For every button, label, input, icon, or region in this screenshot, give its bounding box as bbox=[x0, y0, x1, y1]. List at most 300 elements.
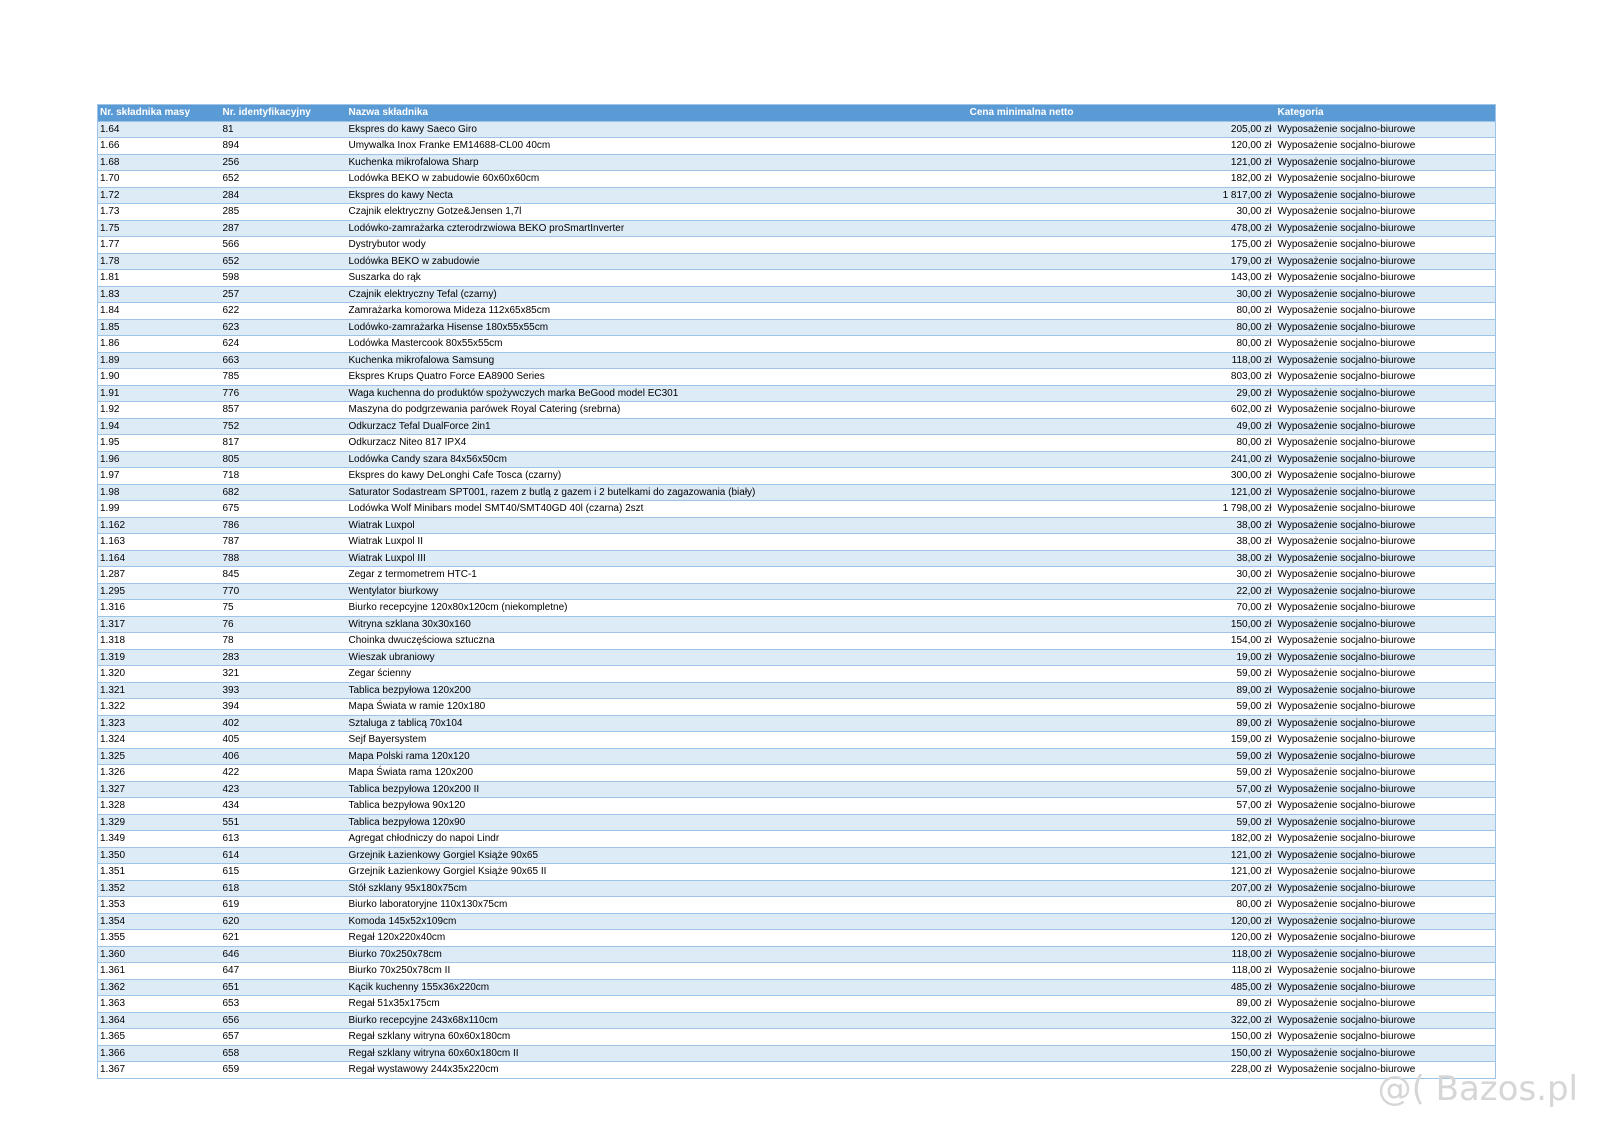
cell-name: Wiatrak Luxpol II bbox=[348, 536, 423, 547]
table-row bbox=[98, 1029, 1496, 1046]
cell-id-no: 894 bbox=[222, 140, 240, 151]
cell-name: Maszyna do podgrzewania parówek Royal Catering (srebrna) bbox=[348, 404, 621, 415]
cell-min-price: 120,00 zł bbox=[1230, 915, 1272, 927]
cell-id-no: 284 bbox=[222, 189, 240, 201]
cell-name: Lodówka Mastercook 80x55x55cm bbox=[348, 338, 503, 349]
table-row bbox=[98, 633, 1496, 650]
cell-min-price: 241,00 zł bbox=[1230, 453, 1272, 465]
cell-id-no: 618 bbox=[222, 882, 240, 894]
table-row bbox=[98, 303, 1496, 320]
cell-id-no: 598 bbox=[222, 272, 240, 283]
cell-name: Suszarka do rąk bbox=[348, 272, 421, 283]
cell-min-price: 38,00 zł bbox=[1236, 519, 1272, 531]
cell-category: Wyposażenie socjalno-biurowe bbox=[1277, 981, 1416, 993]
cell-id-no: 786 bbox=[222, 519, 240, 531]
cell-id-no: 434 bbox=[222, 800, 240, 811]
cell-name: Lodówko-zamrażarka Hisense 180x55x55cm bbox=[348, 321, 549, 333]
cell-item-no: 1.86 bbox=[100, 338, 120, 349]
cell-category: Wyposażenie socjalno-biurowe bbox=[1277, 866, 1416, 877]
cell-item-no: 1.162 bbox=[100, 519, 126, 531]
cell-name: Kuchenka mikrofalowa Sharp bbox=[348, 156, 479, 168]
cell-min-price: 30,00 zł bbox=[1236, 206, 1272, 217]
table-row bbox=[98, 946, 1496, 963]
cell-id-no: 81 bbox=[222, 123, 234, 135]
cell-id-no: 622 bbox=[222, 305, 240, 316]
cell-name: Biurko laboratoryjne 110x130x75cm bbox=[348, 899, 508, 910]
cell-category: Wyposażenie socjalno-biurowe bbox=[1277, 701, 1416, 712]
table-row bbox=[98, 154, 1496, 171]
cell-id-no: 283 bbox=[222, 651, 240, 663]
cell-id-no: 422 bbox=[222, 767, 240, 778]
cell-category: Wyposażenie socjalno-biurowe bbox=[1277, 536, 1416, 547]
cell-name: Lodówka Wolf Minibars model SMT40/SMT40GD 40l (czarna) 2szt bbox=[348, 503, 644, 514]
cell-category: Wyposażenie socjalno-biurowe bbox=[1277, 932, 1416, 943]
cell-item-no: 1.324 bbox=[100, 734, 126, 745]
table-row bbox=[98, 501, 1496, 518]
cell-name: Lodówko-zamrażarka czterodrzwiowa BEKO proSmartInverter bbox=[348, 222, 625, 234]
cell-name: Zegar z termometrem HTC-1 bbox=[348, 569, 477, 580]
cell-min-price: 485,00 zł bbox=[1230, 981, 1272, 993]
cell-category: Wyposażenie socjalno-biurowe bbox=[1277, 288, 1416, 300]
cell-id-no: 653 bbox=[222, 998, 240, 1009]
cell-name: Regał szklany witryna 60x60x180cm bbox=[348, 1031, 511, 1042]
cell-name: Stół szklany 95x180x75cm bbox=[348, 882, 467, 894]
cell-name: Sejf Bayersystem bbox=[348, 734, 427, 745]
cell-min-price: 19,00 zł bbox=[1236, 651, 1272, 663]
table-row bbox=[98, 831, 1496, 848]
cell-min-price: 1 798,00 zł bbox=[1222, 503, 1272, 514]
cell-min-price: 121,00 zł bbox=[1230, 849, 1272, 861]
cell-category: Wyposażenie socjalno-biurowe bbox=[1277, 783, 1416, 795]
cell-category: Wyposażenie socjalno-biurowe bbox=[1277, 717, 1416, 729]
cell-item-no: 1.66 bbox=[100, 140, 120, 151]
table-row bbox=[98, 385, 1496, 402]
cell-category: Wyposażenie socjalno-biurowe bbox=[1277, 1064, 1416, 1075]
cell-name: Grzejnik Łazienkowy Gorgiel Książe 90x65 bbox=[348, 849, 539, 861]
cell-category: Wyposażenie socjalno-biurowe bbox=[1277, 519, 1416, 531]
cell-category: Wyposażenie socjalno-biurowe bbox=[1277, 486, 1416, 498]
cell-item-no: 1.95 bbox=[100, 437, 120, 448]
cell-category: Wyposażenie socjalno-biurowe bbox=[1277, 948, 1416, 960]
cell-name: Wiatrak Luxpol III bbox=[348, 552, 426, 564]
cell-min-price: 205,00 zł bbox=[1230, 123, 1272, 135]
cell-id-no: 78 bbox=[222, 635, 234, 646]
cell-name: Agregat chłodniczy do napoi Lindr bbox=[348, 833, 500, 844]
cell-item-no: 1.361 bbox=[100, 965, 126, 976]
cell-name: Ekspres do kawy Necta bbox=[348, 189, 453, 201]
cell-item-no: 1.72 bbox=[100, 189, 120, 201]
cell-min-price: 59,00 zł bbox=[1236, 816, 1272, 828]
cell-category: Wyposażenie socjalno-biurowe bbox=[1277, 453, 1416, 465]
table-row bbox=[98, 171, 1496, 188]
table-row bbox=[98, 781, 1496, 798]
table-row bbox=[98, 847, 1496, 864]
cell-item-no: 1.81 bbox=[100, 272, 120, 283]
cell-min-price: 38,00 zł bbox=[1236, 536, 1272, 547]
table-row bbox=[98, 600, 1496, 617]
cell-id-no: 788 bbox=[222, 552, 240, 564]
cell-min-price: 120,00 zł bbox=[1230, 140, 1272, 151]
table-row bbox=[98, 204, 1496, 221]
cell-category: Wyposażenie socjalno-biurowe bbox=[1277, 816, 1416, 828]
cell-item-no: 1.363 bbox=[100, 998, 126, 1009]
table-row bbox=[98, 666, 1496, 683]
table-row bbox=[98, 121, 1496, 138]
table-row bbox=[98, 880, 1496, 897]
cell-category: Wyposażenie socjalno-biurowe bbox=[1277, 833, 1416, 844]
cell-category: Wyposażenie socjalno-biurowe bbox=[1277, 354, 1416, 366]
cell-name: Tablica bezpyłowa 120x200 II bbox=[348, 783, 480, 795]
cell-name: Kącik kuchenny 155x36x220cm bbox=[348, 981, 490, 993]
cell-category: Wyposażenie socjalno-biurowe bbox=[1277, 882, 1416, 894]
cell-item-no: 1.83 bbox=[100, 288, 120, 300]
cell-name: Dystrybutor wody bbox=[348, 239, 426, 250]
cell-id-no: 682 bbox=[222, 486, 240, 498]
cell-item-no: 1.320 bbox=[100, 668, 126, 679]
header-name: Nazwa składnika bbox=[348, 107, 428, 118]
table-row bbox=[98, 765, 1496, 782]
cell-category: Wyposażenie socjalno-biurowe bbox=[1277, 849, 1416, 861]
cell-category: Wyposażenie socjalno-biurowe bbox=[1277, 371, 1416, 382]
cell-id-no: 647 bbox=[222, 965, 240, 976]
cell-item-no: 1.319 bbox=[100, 651, 126, 663]
table-row bbox=[98, 732, 1496, 749]
table-row bbox=[98, 963, 1496, 980]
cell-name: Ekspres do kawy Saeco Giro bbox=[348, 123, 477, 135]
cell-id-no: 621 bbox=[222, 932, 240, 943]
cell-min-price: 143,00 zł bbox=[1230, 272, 1272, 283]
cell-item-no: 1.322 bbox=[100, 701, 126, 712]
cell-min-price: 300,00 zł bbox=[1230, 470, 1272, 481]
cell-category: Wyposażenie socjalno-biurowe bbox=[1277, 305, 1416, 316]
cell-item-no: 1.360 bbox=[100, 948, 126, 960]
cell-min-price: 150,00 zł bbox=[1230, 618, 1272, 630]
cell-name: Ekspres do kawy DeLonghi Cafe Tosca (czarny) bbox=[348, 470, 562, 481]
cell-item-no: 1.92 bbox=[100, 404, 120, 415]
cell-id-no: 405 bbox=[222, 734, 240, 745]
cell-name: Waga kuchenna do produktów spożywczych marka BeGood model EC301 bbox=[348, 387, 679, 399]
table-row bbox=[98, 913, 1496, 930]
cell-name: Sztaluga z tablicą 70x104 bbox=[348, 717, 463, 729]
cell-min-price: 121,00 zł bbox=[1230, 866, 1272, 877]
table-row bbox=[98, 418, 1496, 435]
cell-category: Wyposażenie socjalno-biurowe bbox=[1277, 420, 1416, 432]
cell-category: Wyposażenie socjalno-biurowe bbox=[1277, 255, 1416, 267]
cell-category: Wyposażenie socjalno-biurowe bbox=[1277, 123, 1416, 135]
cell-min-price: 29,00 zł bbox=[1236, 387, 1272, 399]
cell-id-no: 785 bbox=[222, 371, 240, 382]
cell-item-no: 1.323 bbox=[100, 717, 126, 729]
cell-category: Wyposażenie socjalno-biurowe bbox=[1277, 965, 1416, 976]
cell-id-no: 805 bbox=[222, 453, 240, 465]
cell-id-no: 619 bbox=[222, 899, 240, 910]
cell-min-price: 70,00 zł bbox=[1236, 602, 1272, 613]
cell-name: Zegar ścienny bbox=[348, 668, 412, 679]
table-row bbox=[98, 534, 1496, 551]
cell-category: Wyposażenie socjalno-biurowe bbox=[1277, 552, 1416, 564]
header-category: Kategoria bbox=[1277, 107, 1324, 118]
cell-name: Mapa Polski rama 120x120 bbox=[348, 750, 470, 762]
cell-id-no: 675 bbox=[222, 503, 240, 514]
cell-item-no: 1.362 bbox=[100, 981, 126, 993]
cell-item-no: 1.84 bbox=[100, 305, 120, 316]
cell-id-no: 402 bbox=[222, 717, 240, 729]
table-row bbox=[98, 748, 1496, 765]
header-id-no: Nr. identyfikacyjny bbox=[222, 107, 311, 118]
cell-item-no: 1.91 bbox=[100, 387, 120, 399]
cell-item-no: 1.70 bbox=[100, 173, 120, 184]
cell-name: Kuchenka mikrofalowa Samsung bbox=[348, 354, 495, 366]
cell-min-price: 80,00 zł bbox=[1236, 338, 1272, 349]
cell-id-no: 406 bbox=[222, 750, 240, 762]
table-row bbox=[98, 451, 1496, 468]
cell-min-price: 150,00 zł bbox=[1230, 1047, 1272, 1059]
table-row bbox=[98, 336, 1496, 353]
cell-id-no: 658 bbox=[222, 1047, 240, 1059]
cell-id-no: 659 bbox=[222, 1064, 240, 1075]
table-row bbox=[98, 319, 1496, 336]
cell-min-price: 80,00 zł bbox=[1236, 321, 1272, 333]
cell-min-price: 80,00 zł bbox=[1236, 437, 1272, 448]
cell-name: Biurko recepcyjne 120x80x120cm (niekompletne) bbox=[348, 602, 568, 613]
cell-item-no: 1.364 bbox=[100, 1014, 126, 1026]
cell-name: Mapa Świata w ramie 120x180 bbox=[348, 701, 486, 712]
table-row bbox=[98, 930, 1496, 947]
cell-name: Komoda 145x52x109cm bbox=[348, 915, 457, 927]
table-row bbox=[98, 567, 1496, 584]
table-row bbox=[98, 435, 1496, 452]
cell-name: Choinka dwuczęściowa sztuczna bbox=[348, 635, 495, 646]
cell-min-price: 59,00 zł bbox=[1236, 701, 1272, 712]
cell-min-price: 57,00 zł bbox=[1236, 800, 1272, 811]
cell-item-no: 1.353 bbox=[100, 899, 126, 910]
cell-name: Lodówka BEKO w zabudowie 60x60x60cm bbox=[348, 173, 540, 184]
cell-min-price: 154,00 zł bbox=[1230, 635, 1272, 646]
cell-min-price: 120,00 zł bbox=[1230, 932, 1272, 943]
cell-id-no: 624 bbox=[222, 338, 240, 349]
cell-category: Wyposażenie socjalno-biurowe bbox=[1277, 1047, 1416, 1059]
cell-id-no: 394 bbox=[222, 701, 240, 712]
cell-category: Wyposażenie socjalno-biurowe bbox=[1277, 915, 1416, 927]
cell-min-price: 30,00 zł bbox=[1236, 288, 1272, 300]
cell-min-price: 803,00 zł bbox=[1230, 371, 1272, 382]
cell-id-no: 287 bbox=[222, 222, 240, 234]
cell-id-no: 566 bbox=[222, 239, 240, 250]
cell-name: Saturator Sodastream SPT001, razem z butlą z gazem i 2 butelkami do zagazowania (biały) bbox=[348, 486, 756, 498]
cell-item-no: 1.317 bbox=[100, 618, 126, 630]
cell-category: Wyposażenie socjalno-biurowe bbox=[1277, 387, 1416, 399]
cell-category: Wyposażenie socjalno-biurowe bbox=[1277, 800, 1416, 811]
cell-category: Wyposażenie socjalno-biurowe bbox=[1277, 602, 1416, 613]
cell-id-no: 817 bbox=[222, 437, 240, 448]
cell-min-price: 80,00 zł bbox=[1236, 899, 1272, 910]
table-row bbox=[98, 1045, 1496, 1062]
table-row bbox=[98, 468, 1496, 485]
cell-id-no: 76 bbox=[222, 618, 234, 630]
cell-id-no: 423 bbox=[222, 783, 240, 795]
cell-name: Witryna szklana 30x30x160 bbox=[348, 618, 471, 630]
cell-category: Wyposażenie socjalno-biurowe bbox=[1277, 734, 1416, 745]
cell-item-no: 1.354 bbox=[100, 915, 126, 927]
cell-category: Wyposażenie socjalno-biurowe bbox=[1277, 750, 1416, 762]
cell-item-no: 1.318 bbox=[100, 635, 126, 646]
cell-name: Tablica bezpyłowa 120x200 bbox=[348, 684, 471, 696]
cell-min-price: 38,00 zł bbox=[1236, 552, 1272, 564]
cell-item-no: 1.75 bbox=[100, 222, 120, 234]
cell-id-no: 657 bbox=[222, 1031, 240, 1042]
table-row bbox=[98, 187, 1496, 204]
cell-min-price: 118,00 zł bbox=[1231, 948, 1272, 960]
cell-id-no: 614 bbox=[222, 849, 240, 861]
cell-category: Wyposażenie socjalno-biurowe bbox=[1277, 767, 1416, 778]
cell-min-price: 182,00 zł bbox=[1230, 173, 1272, 184]
cell-category: Wyposażenie socjalno-biurowe bbox=[1277, 503, 1416, 514]
cell-id-no: 615 bbox=[222, 866, 240, 877]
cell-id-no: 652 bbox=[222, 255, 240, 267]
cell-item-no: 1.321 bbox=[100, 684, 126, 696]
cell-min-price: 1 817,00 zł bbox=[1222, 189, 1272, 201]
cell-item-no: 1.68 bbox=[100, 156, 120, 168]
cell-id-no: 646 bbox=[222, 948, 240, 960]
cell-item-no: 1.99 bbox=[100, 503, 120, 514]
cell-category: Wyposażenie socjalno-biurowe bbox=[1277, 239, 1416, 250]
cell-category: Wyposażenie socjalno-biurowe bbox=[1277, 1014, 1416, 1026]
cell-category: Wyposażenie socjalno-biurowe bbox=[1277, 222, 1416, 234]
cell-min-price: 80,00 zł bbox=[1236, 305, 1272, 316]
cell-name: Tablica bezpyłowa 90x120 bbox=[348, 800, 466, 811]
table-row bbox=[98, 814, 1496, 831]
table-row bbox=[98, 996, 1496, 1013]
cell-id-no: 623 bbox=[222, 321, 240, 333]
cell-item-no: 1.352 bbox=[100, 882, 126, 894]
table-row bbox=[98, 550, 1496, 567]
cell-id-no: 770 bbox=[222, 585, 240, 597]
cell-item-no: 1.366 bbox=[100, 1047, 126, 1059]
cell-category: Wyposażenie socjalno-biurowe bbox=[1277, 618, 1416, 630]
cell-category: Wyposażenie socjalno-biurowe bbox=[1277, 651, 1416, 663]
cell-id-no: 656 bbox=[222, 1014, 240, 1026]
cell-name: Regał szklany witryna 60x60x180cm II bbox=[348, 1047, 519, 1059]
cell-category: Wyposażenie socjalno-biurowe bbox=[1277, 668, 1416, 679]
cell-item-no: 1.73 bbox=[100, 206, 120, 217]
cell-name: Czajnik elektryczny Gotze&Jensen 1,7l bbox=[348, 206, 522, 217]
cell-id-no: 257 bbox=[222, 288, 240, 300]
cell-category: Wyposażenie socjalno-biurowe bbox=[1277, 206, 1416, 217]
cell-item-no: 1.97 bbox=[100, 470, 120, 481]
cell-name: Ekspres Krups Quatro Force EA8900 Series bbox=[348, 371, 545, 382]
cell-min-price: 150,00 zł bbox=[1230, 1031, 1272, 1042]
cell-item-no: 1.96 bbox=[100, 453, 120, 465]
cell-min-price: 59,00 zł bbox=[1236, 750, 1272, 762]
table-row bbox=[98, 237, 1496, 254]
cell-item-no: 1.287 bbox=[100, 569, 126, 580]
cell-min-price: 118,00 zł bbox=[1231, 354, 1272, 366]
cell-id-no: 551 bbox=[222, 816, 240, 828]
cell-min-price: 159,00 zł bbox=[1230, 734, 1272, 745]
cell-name: Umywalka Inox Franke EM14688-CL00 40cm bbox=[348, 140, 551, 151]
table-row bbox=[98, 715, 1496, 732]
cell-id-no: 393 bbox=[222, 684, 240, 696]
cell-name: Zamrażarka komorowa Mideza 112x65x85cm bbox=[348, 305, 551, 316]
cell-id-no: 718 bbox=[222, 470, 240, 481]
cell-category: Wyposażenie socjalno-biurowe bbox=[1277, 899, 1416, 910]
cell-name: Wieszak ubraniowy bbox=[348, 651, 435, 663]
cell-name: Lodówka Candy szara 84x56x50cm bbox=[348, 453, 507, 465]
watermark-logo: @( Bazos.pl bbox=[1377, 1069, 1578, 1109]
cell-id-no: 652 bbox=[222, 173, 240, 184]
header-item-no: Nr. składnika masy bbox=[100, 107, 191, 118]
cell-min-price: 57,00 zł bbox=[1236, 783, 1272, 795]
cell-id-no: 845 bbox=[222, 569, 240, 580]
cell-id-no: 75 bbox=[222, 602, 234, 613]
cell-item-no: 1.94 bbox=[100, 420, 120, 432]
cell-item-no: 1.164 bbox=[100, 552, 126, 564]
cell-item-no: 1.350 bbox=[100, 849, 126, 861]
cell-id-no: 285 bbox=[222, 206, 240, 217]
cell-min-price: 179,00 zł bbox=[1230, 255, 1272, 267]
cell-category: Wyposażenie socjalno-biurowe bbox=[1277, 156, 1416, 168]
cell-item-no: 1.98 bbox=[100, 486, 120, 498]
cell-category: Wyposażenie socjalno-biurowe bbox=[1277, 189, 1416, 201]
cell-id-no: 752 bbox=[222, 420, 240, 432]
cell-item-no: 1.355 bbox=[100, 932, 126, 943]
table-row bbox=[98, 369, 1496, 386]
cell-name: Grzejnik Łazienkowy Gorgiel Książe 90x65 II bbox=[348, 866, 547, 877]
table-row bbox=[98, 1062, 1496, 1079]
cell-category: Wyposażenie socjalno-biurowe bbox=[1277, 272, 1416, 283]
cell-min-price: 59,00 zł bbox=[1236, 767, 1272, 778]
cell-id-no: 663 bbox=[222, 354, 240, 366]
cell-name: Odkurzacz Niteo 817 IPX4 bbox=[348, 437, 467, 448]
cell-min-price: 322,00 zł bbox=[1230, 1014, 1272, 1026]
inventory-table bbox=[97, 104, 1496, 1079]
cell-min-price: 30,00 zł bbox=[1236, 569, 1272, 580]
cell-min-price: 121,00 zł bbox=[1230, 486, 1272, 498]
table-row bbox=[98, 864, 1496, 881]
table-row bbox=[98, 270, 1496, 287]
cell-id-no: 787 bbox=[222, 536, 240, 547]
table-row bbox=[98, 253, 1496, 270]
cell-id-no: 776 bbox=[222, 387, 240, 399]
cell-item-no: 1.349 bbox=[100, 833, 126, 844]
cell-item-no: 1.328 bbox=[100, 800, 126, 811]
cell-name: Regał 51x35x175cm bbox=[348, 998, 440, 1009]
cell-category: Wyposażenie socjalno-biurowe bbox=[1277, 1031, 1416, 1042]
cell-min-price: 89,00 zł bbox=[1236, 684, 1272, 696]
table-row bbox=[98, 979, 1496, 996]
cell-item-no: 1.77 bbox=[100, 239, 120, 250]
cell-min-price: 207,00 zł bbox=[1230, 882, 1272, 894]
cell-item-no: 1.295 bbox=[100, 585, 126, 597]
cell-category: Wyposażenie socjalno-biurowe bbox=[1277, 635, 1416, 646]
cell-min-price: 121,00 zł bbox=[1230, 156, 1272, 168]
cell-min-price: 175,00 zł bbox=[1230, 239, 1272, 250]
table-row bbox=[98, 484, 1496, 501]
cell-id-no: 613 bbox=[222, 833, 240, 844]
cell-item-no: 1.367 bbox=[100, 1064, 126, 1075]
cell-name: Biurko 70x250x78cm II bbox=[348, 965, 451, 976]
cell-name: Mapa Świata rama 120x200 bbox=[348, 767, 474, 778]
cell-name: Tablica bezpyłowa 120x90 bbox=[348, 816, 466, 828]
cell-name: Wentylator biurkowy bbox=[348, 585, 439, 597]
cell-name: Czajnik elektryczny Tefal (czarny) bbox=[348, 288, 497, 300]
cell-category: Wyposażenie socjalno-biurowe bbox=[1277, 140, 1416, 151]
cell-min-price: 59,00 zł bbox=[1236, 668, 1272, 679]
cell-category: Wyposażenie socjalno-biurowe bbox=[1277, 437, 1416, 448]
cell-min-price: 228,00 zł bbox=[1230, 1064, 1272, 1075]
cell-category: Wyposażenie socjalno-biurowe bbox=[1277, 404, 1416, 415]
table-row bbox=[98, 798, 1496, 815]
